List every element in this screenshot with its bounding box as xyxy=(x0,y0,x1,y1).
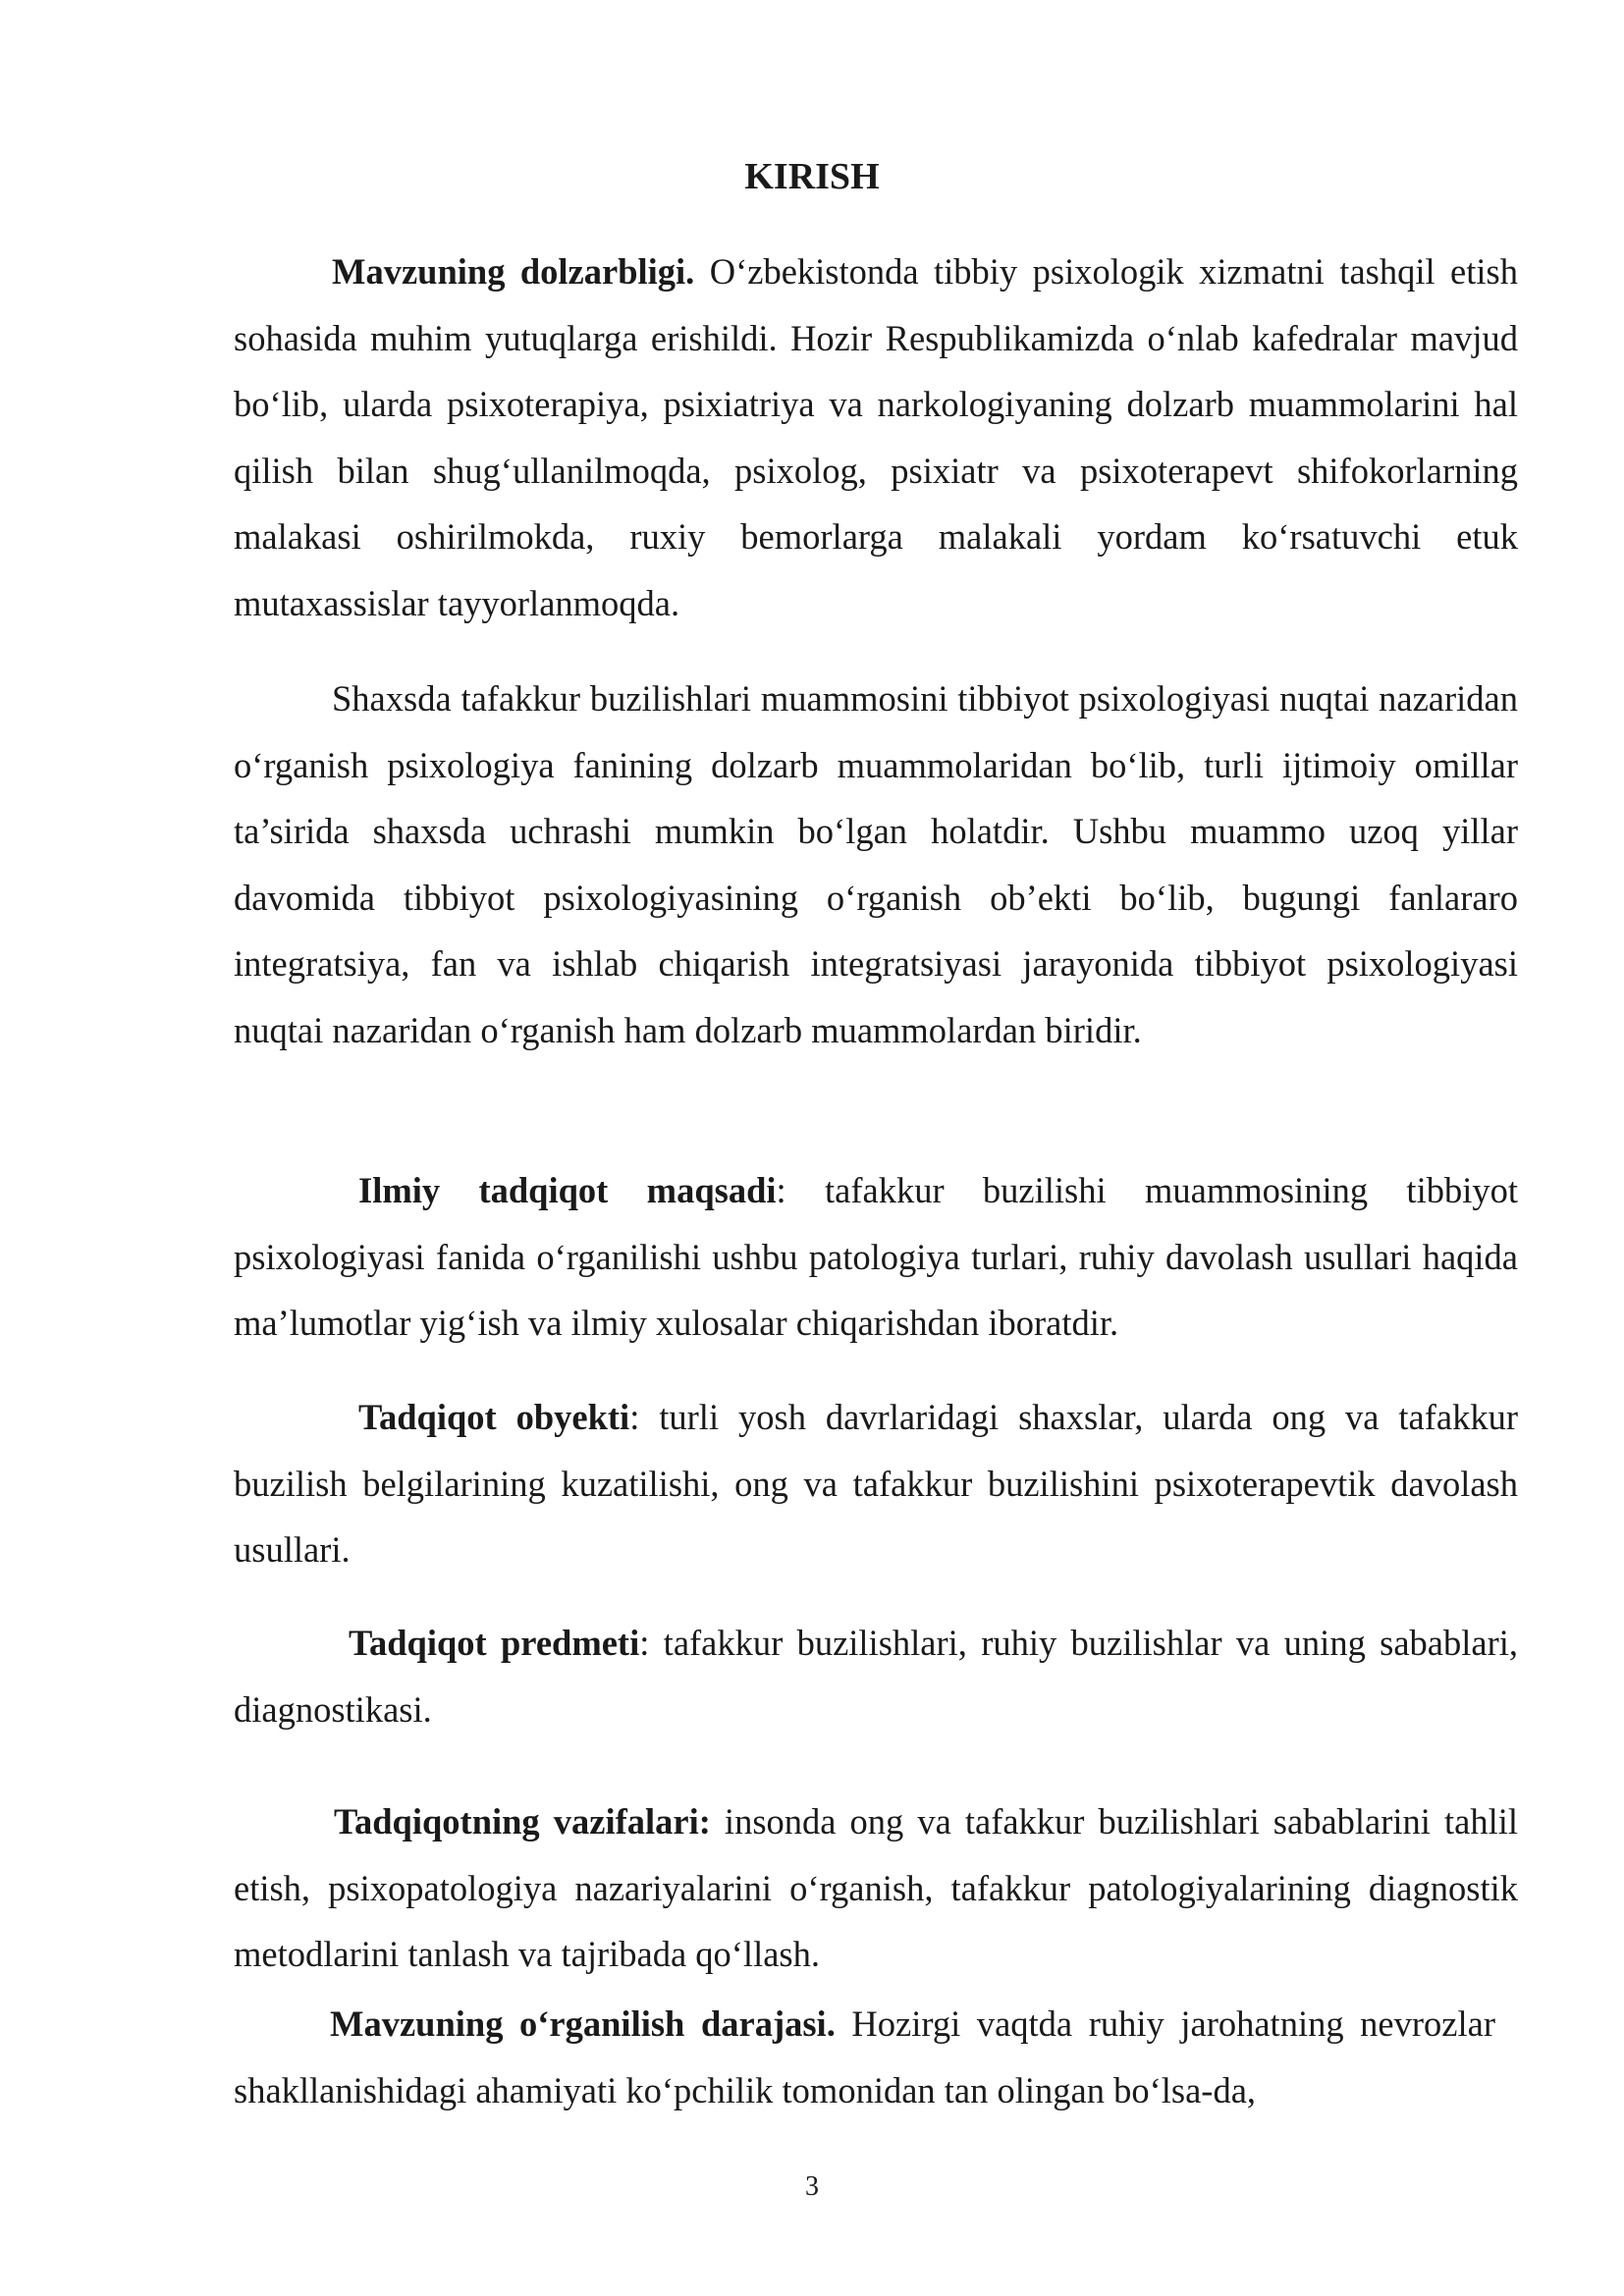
paragraph-text: O‘zbekistonda tibbiy psixologik xizmatni tashqil etish sohasida muhim yutuqlarga erishildi. Hozir Respublikamizda o‘nlab kafedralar mavjud bo‘lib, ularda psixoterapiya, psixiatriya va narkologiyaning dolzarb muammolarini hal qilish bilan shug‘ullanilmoqda, psixolog, psixiatr va psixoterapevt shifokorlarning malakasi oshirilmokda, ruxiy bemorlarga malakali yordam ko‘rsatuvchi etuk mutaxassislar tayyorlanmoqda. xyxy=(234,251,1518,623)
paragraph-heading: Mavzuning o‘rganilish darajasi. xyxy=(330,2003,836,2044)
paragraph-study-level xyxy=(234,1991,1495,2123)
page-number: 3 xyxy=(805,2171,819,2202)
paragraph-research-tasks xyxy=(234,1789,1518,1988)
paragraph-body xyxy=(234,666,1518,1063)
page-title: KIRISH xyxy=(744,156,880,197)
paragraph-text: Shaxsda tafakkur buzilishlari muammosini tibbiyot psixologiyasi nuqtai nazaridan o‘rganish psixologiya fanining dolzarb muammolaridan bo‘lib, turli ijtimoiy omillar ta’sirida shaxsda uchrashi mumkin bo‘lgan holatdir. Ushbu muammo uzoq yillar davomida tibbiyot psixologiyasining o‘rganish ob’ekti bo‘lib, bugungi fanlararo integratsiya, fan va ishlab chiqarish integratsiyasi jarayonida tibbiyot psixologiyasi nuqtai nazaridan o‘rganish ham dolzarb muammolardan biridir. xyxy=(234,678,1518,1050)
paragraph-heading: Tadqiqot obyekti xyxy=(358,1397,630,1437)
paragraph-research-subject xyxy=(234,1610,1518,1742)
paragraph-heading: Ilmiy tadqiqot maqsadi xyxy=(358,1170,777,1210)
paragraph-text: : turli yosh davrlaridagi shaxslar, ularda ong va tafakkur buzilish belgilarining kuzatilishi, ong va tafakkur buzilishini psixoterapevtik davolash usullari. xyxy=(234,1397,1518,1570)
paragraph-heading: Tadqiqot predmeti xyxy=(349,1623,640,1663)
paragraph-text: : tafakkur buzilishlari, ruhiy buzilishlar va uning sabablari, diagnostikasi. xyxy=(234,1623,1518,1730)
paragraph-relevance xyxy=(234,239,1518,636)
paragraph-heading: Mavzuning dolzarbligi. xyxy=(332,251,695,292)
paragraph-text: Hozirgi vaqtda ruhiy jarohatning nevrozlar shakllanishidagi ahamiyati ko‘pchilik tomonidan tan olingan bo‘lsa-da, xyxy=(234,2003,1495,2110)
paragraph-research-object xyxy=(234,1384,1518,1583)
paragraph-text: : tafakkur buzilishi muammosining tibbiyot psixologiyasi fanida o‘rganilishi ushbu patologiya turlari, ruhiy davolash usullari haqida ma’lumotlar yig‘ish va ilmiy xulosalar chiqarishdan iboratdir. xyxy=(234,1170,1518,1343)
paragraph-text: insonda ong va tafakkur buzilishlari sabablarini tahlil etish, psixopatologiya nazariyalarini o‘rganish, tafakkur patologiyalarining diagnostik metodlarini tanlash va tajribada qo‘llash. xyxy=(234,1801,1518,1974)
paragraph-research-goal xyxy=(234,1157,1518,1357)
paragraph-heading: Tadqiqotning vazifalari: xyxy=(334,1801,711,1842)
